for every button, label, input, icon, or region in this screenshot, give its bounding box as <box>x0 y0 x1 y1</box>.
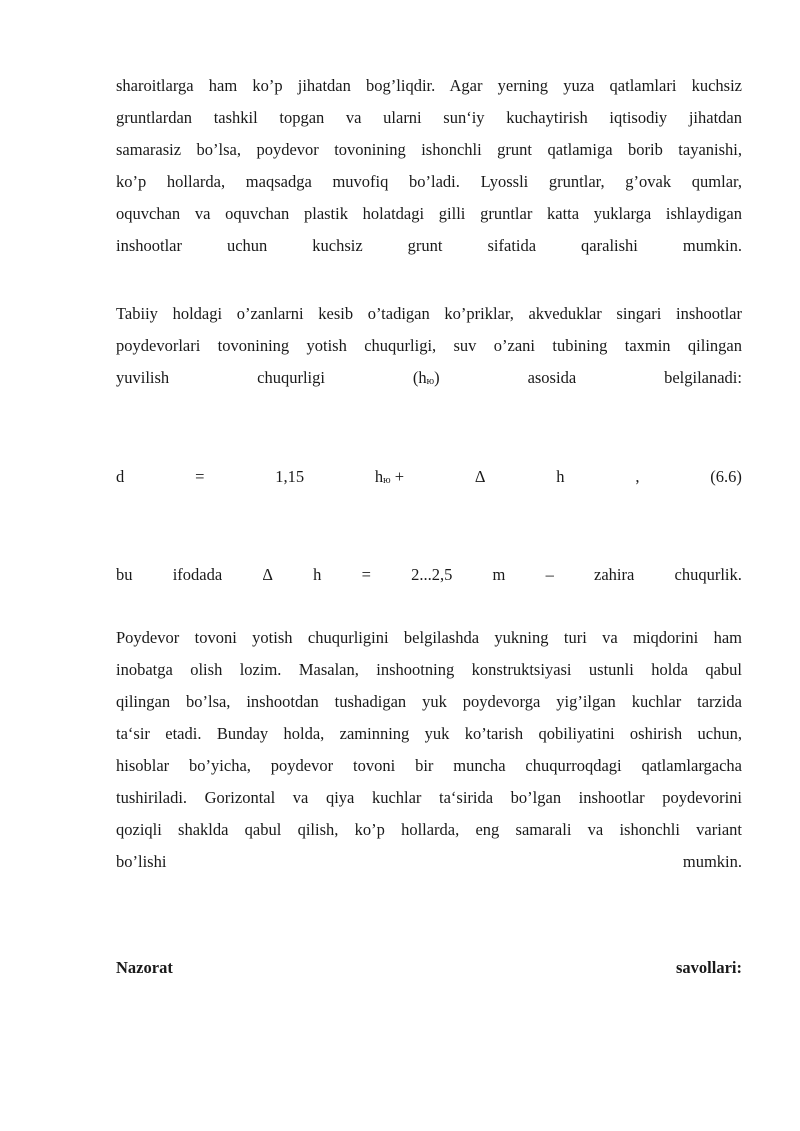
word: ifodada <box>172 565 223 584</box>
paragraph-3 <box>116 622 742 878</box>
heading-right: savollari: <box>676 958 742 977</box>
word: = <box>361 565 371 584</box>
heading-left: Nazorat <box>116 958 173 977</box>
text-line: gruntlardan tashkil topgan va ularni sun‘iy kuchaytirish iqtisodiy jihatdan <box>116 108 742 127</box>
formula-equals: = <box>195 467 205 486</box>
word: m <box>492 565 506 584</box>
word-h-symbol: (hю) <box>412 368 440 387</box>
text-line: Poydevor tovoni yotish chuqurligini belgilashda yukning turi va miqdorini ham <box>116 628 742 647</box>
text-line: inshootlar uchun kuchsiz grunt sifatida qaralishi mumkin. <box>116 236 742 255</box>
text-line: Tabiiy holdagi o’zanlarni kesib o’tadigan ko’priklar, akveduklar singari inshootlar <box>116 304 742 323</box>
text-line: hisoblar bo’yicha, poydevor tovoni bir muncha chuqurroqdagi qatlamlargacha <box>116 756 742 775</box>
formula-comma: , <box>635 467 640 486</box>
word: belgilanadi: <box>664 368 742 387</box>
formula-number: (6.6) <box>710 467 742 486</box>
text-line: ko’p hollarda, maqsadga muvofiq bo’ladi. Lyossli gruntlar, g’ovak qumlar, <box>116 172 742 191</box>
text-line: tushiriladi. Gorizontal va qiya kuchlar ta‘sirida bo’lgan inshootlar poydevorini <box>116 788 742 807</box>
formula-d: d <box>116 467 125 486</box>
text-line: ta‘sir etadi. Bunday holda, zaminning yuk ko’tarish qobiliyatini oshirish uchun, <box>116 724 742 743</box>
text-line: bo’lishi mumkin. <box>116 852 742 871</box>
paragraph-1 <box>116 70 742 262</box>
text-line: sharoitlarga ham ko’p jihatdan bog’liqdir. Agar yerning yuza qatlamlari kuchsiz <box>116 76 742 95</box>
section-heading <box>116 952 742 984</box>
formula-h-washout: hю + <box>374 467 405 486</box>
word: yuvilish <box>116 368 170 387</box>
word: chuqurlik. <box>674 565 742 584</box>
text-line: oquvchan va oquvchan plastik holatdagi gilli gruntlar katta yuklarga ishlaydigan <box>116 204 742 223</box>
word: bu <box>116 565 133 584</box>
text-line: qilingan bo’lsa, inshootdan tushadigan yuk poydevorga yig’ilgan kuchlar tarzida <box>116 692 742 711</box>
formula-coefficient: 1,15 <box>275 467 305 486</box>
text-line: inobatga olish lozim. Masalan, inshootning konstruktsiyasi ustunli holda qabul <box>116 660 742 679</box>
word: asosida <box>527 368 577 387</box>
word: zahira <box>594 565 635 584</box>
word: – <box>545 565 554 584</box>
word: Δ <box>262 565 273 584</box>
formula-line <box>116 461 742 493</box>
text-line: qoziqli shaklda qabul qilish, ko’p hollarda, eng samarali va ishonchli variant <box>116 820 742 839</box>
word: 2...2,5 <box>411 565 453 584</box>
explanation-line <box>116 559 742 591</box>
formula-h: h <box>556 467 565 486</box>
word: h <box>313 565 322 584</box>
paragraph-2-last-line <box>116 362 742 394</box>
text-line: samarasiz bo’lsa, poydevor tovonining ishonchli grunt qatlamiga borib tayanishi, <box>116 140 742 159</box>
word: chuqurligi <box>257 368 325 387</box>
paragraph-2 <box>116 298 742 362</box>
text-line: poydevorlari tovonining yotish chuqurligi, suv o’zani tubining taxmin qilingan <box>116 336 742 355</box>
formula-delta: Δ <box>474 467 486 486</box>
